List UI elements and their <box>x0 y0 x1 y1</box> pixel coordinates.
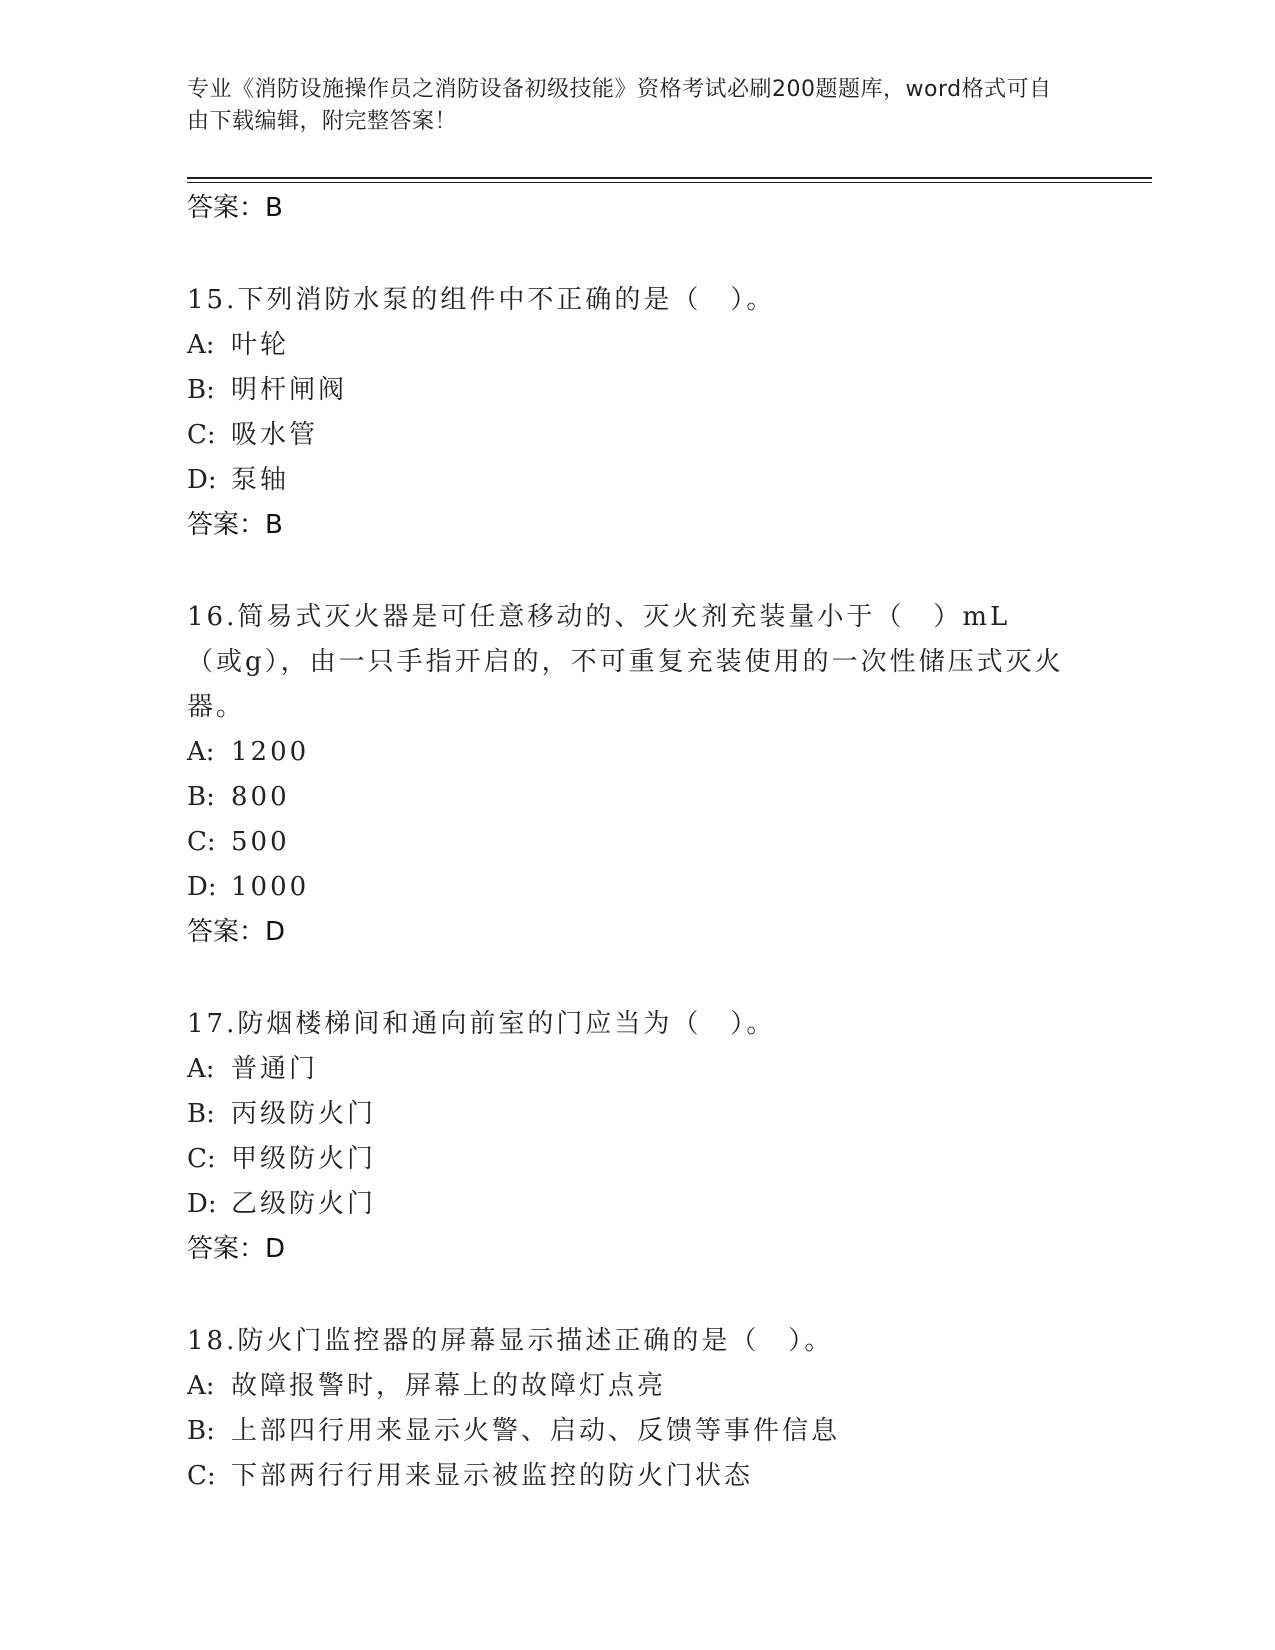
question-17-text: 17.防烟楼梯间和通向前室的门应当为（ ）。 <box>187 1009 776 1039</box>
question-list <box>187 186 1107 1499</box>
option-letter: B: <box>187 1416 215 1446</box>
option-letter: D: <box>187 872 217 902</box>
question-16-text: 16.简易式灭火器是可任意移动的、灭火剂充装量小于（ ）mL（或g），由一只手指开启的，不可重复充装使用的一次性储压式灭火器。 <box>187 602 1064 722</box>
option-letter: A: <box>187 330 215 360</box>
question-17-option-b <box>187 1092 1107 1137</box>
question-15-option-b <box>187 368 1107 413</box>
option-letter: D: <box>187 465 217 495</box>
option-letter: C: <box>187 1144 216 1174</box>
question-18-option-b <box>187 1409 1107 1454</box>
question-18-text: 18.防火门监控器的屏幕显示描述正确的是（ ）。 <box>187 1326 834 1356</box>
option-text: 800 <box>231 782 290 812</box>
option-letter: A: <box>187 1054 215 1084</box>
option-letter: B: <box>187 1099 215 1129</box>
option-letter: C: <box>187 1461 216 1491</box>
question-block-15 <box>187 278 1107 548</box>
option-text: 明杆闸阀 <box>231 375 348 405</box>
option-text: 吸水管 <box>231 420 319 450</box>
question-17-option-a <box>187 1047 1107 1092</box>
option-text: 上部四行用来显示火警、启动、反馈等事件信息 <box>231 1416 841 1446</box>
option-text: 故障报警时，屏幕上的故障灯点亮 <box>231 1371 667 1401</box>
option-text: 普通门 <box>231 1054 319 1084</box>
option-letter: B: <box>187 375 215 405</box>
question-15-text: 15.下列消防水泵的组件中不正确的是（ ）。 <box>187 285 776 315</box>
page-header: 专业《消防设施操作员之消防设备初级技能》资格考试必刷200题题库，word格式可自由下载编辑，附完整答案！ <box>187 77 1052 134</box>
option-text: 下部两行行用来显示被监控的防火门状态 <box>231 1461 754 1491</box>
option-letter: C: <box>187 827 216 857</box>
option-letter: A: <box>187 1371 215 1401</box>
question-18-option-c <box>187 1454 1107 1499</box>
answer-17: 答案：D <box>187 1234 286 1264</box>
question-block-18 <box>187 1319 1107 1499</box>
question-17-option-d <box>187 1182 1107 1227</box>
question-block-16 <box>187 595 1107 955</box>
option-text: 500 <box>231 827 290 857</box>
question-17-option-c <box>187 1137 1107 1182</box>
question-18-option-a <box>187 1364 1107 1409</box>
question-15-option-c <box>187 413 1107 458</box>
option-letter: B: <box>187 782 215 812</box>
header-divider-thick <box>187 177 1152 179</box>
question-15-option-a <box>187 323 1107 368</box>
question-block-17 <box>187 1002 1107 1272</box>
question-16-option-b <box>187 775 1107 820</box>
header-divider-thin <box>187 182 1152 183</box>
option-text: 丙级防火门 <box>231 1099 377 1129</box>
question-15-option-d <box>187 458 1107 503</box>
option-letter: C: <box>187 420 216 450</box>
answer-15: 答案：B <box>187 510 283 540</box>
option-text: 乙级防火门 <box>231 1189 377 1219</box>
question-16-option-d <box>187 865 1107 910</box>
question-16-option-a <box>187 730 1107 775</box>
option-text: 1200 <box>231 737 310 767</box>
option-text: 甲级防火门 <box>231 1144 377 1174</box>
option-text: 泵轴 <box>231 465 290 495</box>
option-text: 叶轮 <box>231 330 290 360</box>
option-letter: D: <box>187 1189 217 1219</box>
option-letter: A: <box>187 737 215 767</box>
answer-16: 答案：D <box>187 917 286 947</box>
answer-14: 答案：B <box>187 193 283 223</box>
question-16-option-c <box>187 820 1107 865</box>
option-text: 1000 <box>231 872 310 902</box>
